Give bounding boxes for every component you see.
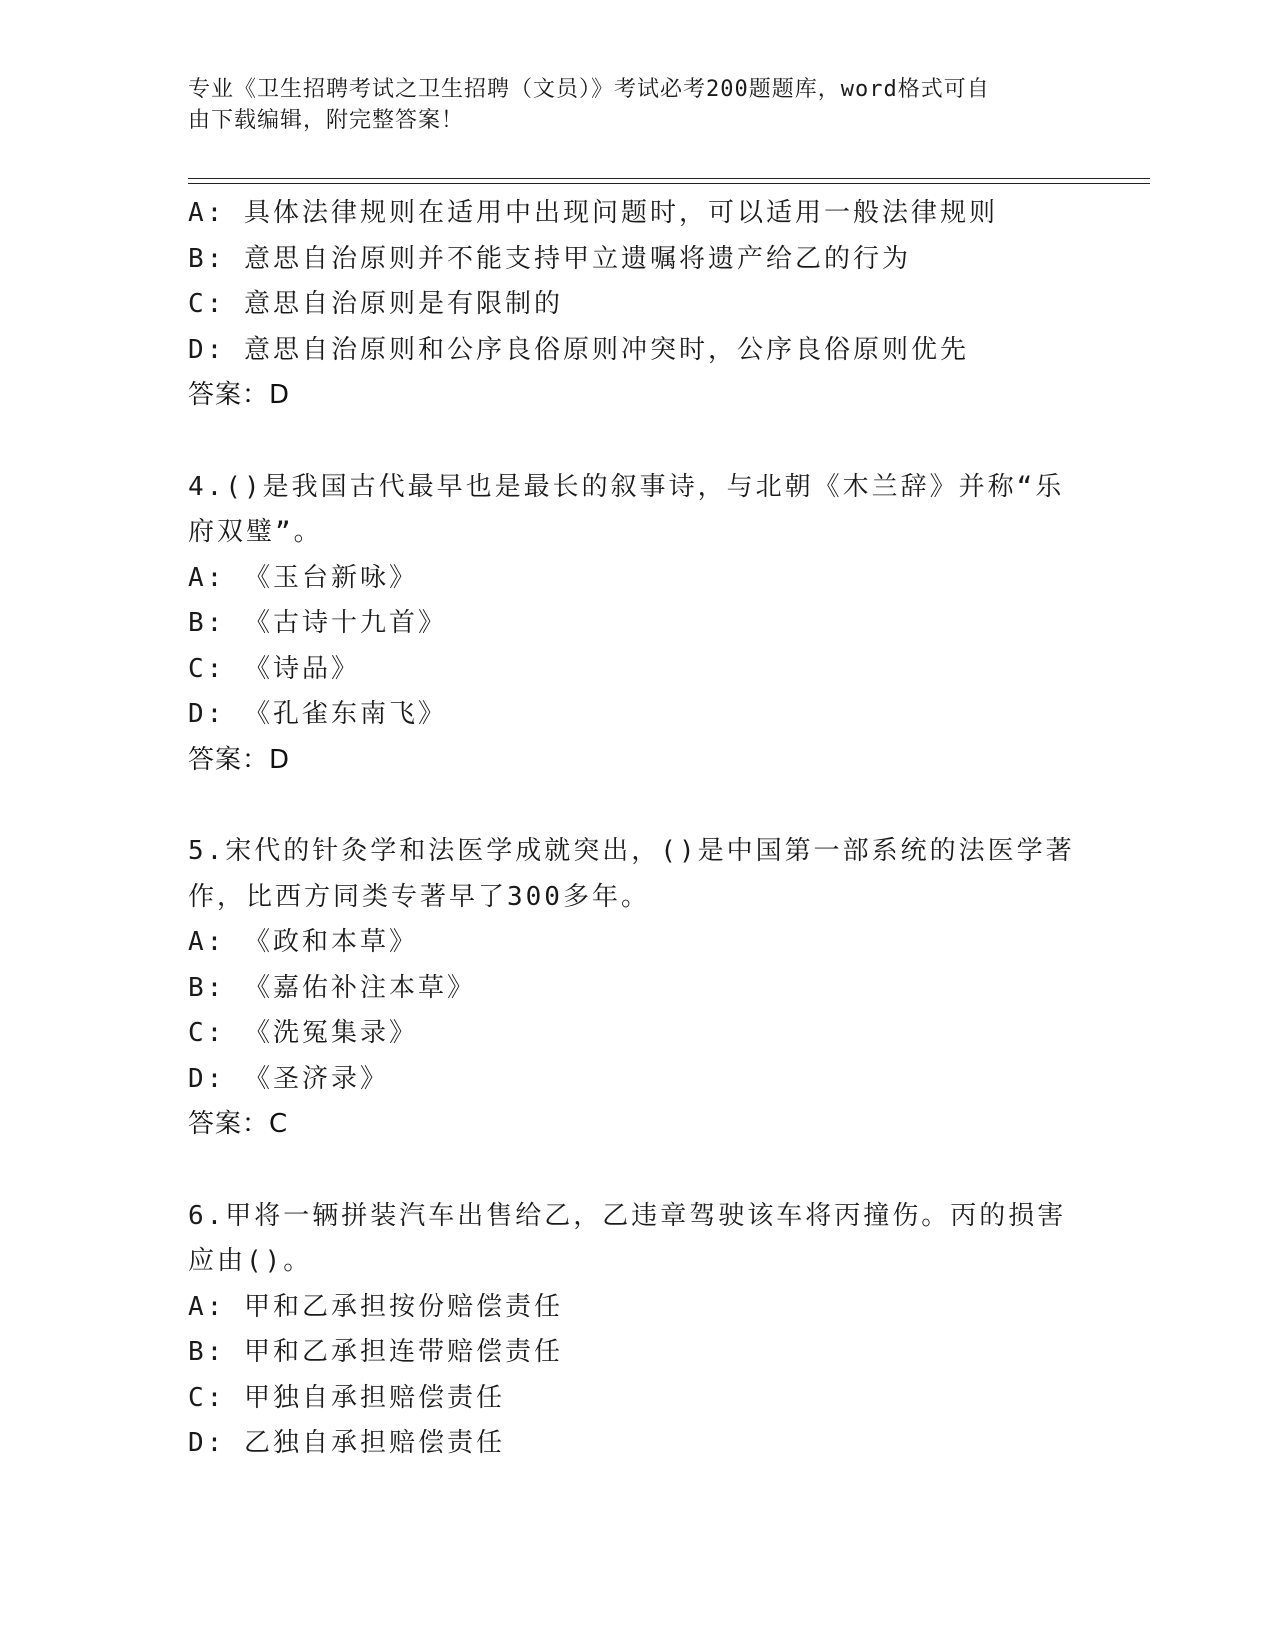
question-3-answer: 答案：D (188, 380, 291, 410)
document-page (188, 0, 1148, 1650)
question-5 (188, 829, 1075, 1148)
document-header (188, 74, 1068, 136)
question-5-option-d: D: 《圣济录》 (188, 1063, 389, 1094)
question-5-option-b: B: 《嘉佑补注本草》 (188, 972, 476, 1003)
question-4-option-d: D: 《孔雀东南飞》 (188, 699, 447, 729)
question-3-option-a: A: 具体法律规则在适用中出现问题时，可以适用一般法律规则 (188, 198, 998, 228)
question-6-option-b: B: 甲和乙承担连带赔偿责任 (188, 1337, 563, 1367)
question-6-text-line-1: 6.甲将一辆拼装汽车出售给乙，乙违章驾驶该车将丙撞伤。丙的损害 (188, 1200, 1067, 1231)
spacer (188, 419, 1068, 465)
question-5-text-line-1: 5.宋代的针灸学和法医学成就突出，()是中国第一部系统的法医学著 (188, 836, 1075, 866)
question-list (188, 191, 1075, 1467)
question-4-option-c: C: 《诗品》 (188, 653, 360, 684)
question-4 (188, 465, 1068, 784)
question-4-answer: 答案：D (188, 744, 291, 775)
question-4-option-a: A: 《玉台新咏》 (188, 562, 418, 593)
question-3-option-b: B: 意思自治原则并不能支持甲立遗嘱将遗产给乙的行为 (188, 243, 911, 274)
question-3-option-c: C: 意思自治原则是有限制的 (188, 289, 563, 319)
spacer (188, 783, 1068, 829)
question-4-text-line-1: 4.()是我国古代最早也是最长的叙事诗，与北朝《木兰辞》并称“乐 (188, 471, 1065, 502)
question-3-option-d: D: 意思自治原则和公序良俗原则冲突时，公序良俗原则优先 (188, 334, 969, 365)
question-5-option-a: A: 《政和本草》 (188, 927, 418, 957)
question-5-answer: 答案：C (188, 1109, 289, 1139)
question-5-option-c: C: 《洗冤集录》 (188, 1018, 418, 1048)
header-divider-bottom (188, 183, 1150, 184)
question-6-option-c: C: 甲独自承担赔偿责任 (188, 1382, 505, 1413)
header-divider-top (188, 178, 1150, 179)
question-5-text-line-2: 作，比西方同类专著早了300多年。 (188, 881, 650, 912)
question-6-option-d: D: 乙独自承担赔偿责任 (188, 1428, 505, 1458)
question-6 (188, 1194, 1068, 1467)
header-line-1: 专业《卫生招聘考试之卫生招聘（文员）》考试必考200题题库，word格式可自 (188, 77, 990, 102)
question-6-option-a: A: 甲和乙承担按份赔偿责任 (188, 1291, 563, 1322)
question-3 (188, 191, 1068, 419)
question-4-option-b: B: 《古诗十九首》 (188, 608, 447, 638)
header-line-2: 由下载编辑，附完整答案！ (188, 108, 465, 133)
question-6-text-line-2: 应由()。 (188, 1246, 313, 1276)
spacer (188, 1148, 1068, 1194)
question-4-text-line-2: 府双璧”。 (188, 517, 323, 547)
